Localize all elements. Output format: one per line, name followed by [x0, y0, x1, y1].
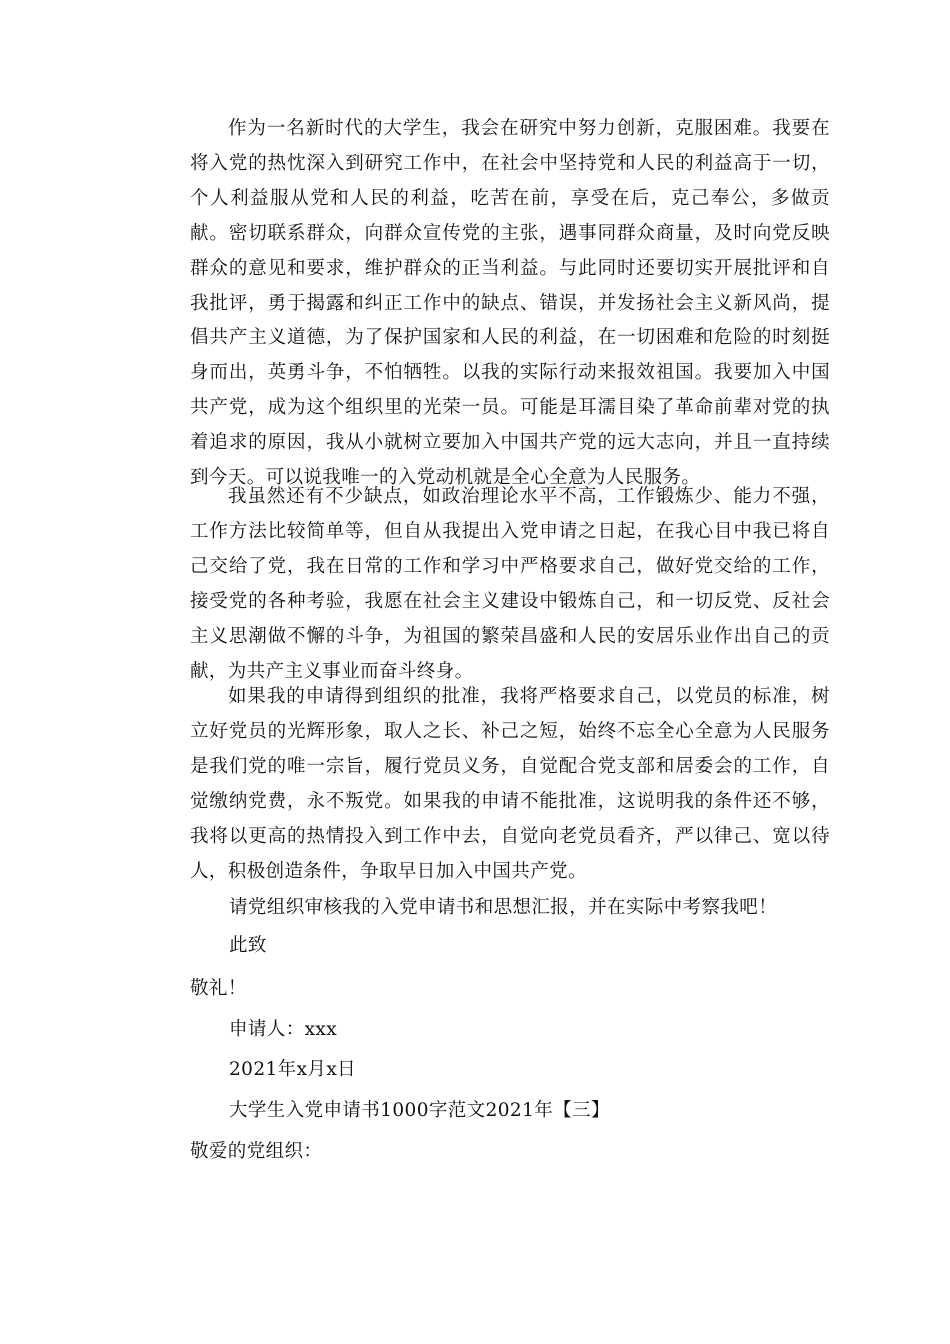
next-section-title: 大学生入党申请书1000字范文2021年【三】	[229, 1100, 610, 1121]
date-line: 2021年x月x日	[229, 1059, 357, 1080]
body-paragraph-2: 我虽然还有不少缺点，如政治理论水平不高，工作锻炼少、能力不强，工作方法比较简单等，但自从我提出入党申请之日起，在我心目中我已将自己交给了党，我在日常的工作和学习中严格要求自己，做好党交给的工作，接受党的各种考验，我愿在社会主义建设中锻炼自己，和一切反党、反社会主义思潮做不懈的斗争，为祖国的繁荣昌盛和人民的安居乐业作出自己的贡献，为共产主义事业而奋斗终身。	[190, 486, 830, 682]
applicant-line: 申请人：xxx	[229, 1019, 338, 1040]
body-paragraph-1: 作为一名新时代的大学生，我会在研究中努力创新，克服困难。我要在将入党的热忱深入到研究工作中，在社会中坚持党和人民的利益高于一切，个人利益服从党和人民的利益，吃苦在前，享受在后，克己奉公，多做贡献。密切联系群众，向群众宣传党的主张，遇事同群众商量，及时向党反映群众的意见和要求，维护群众的正当利益。与此同时还要切实开展批评和自我批评，勇于揭露和纠正工作中的缺点、错误，并发扬社会主义新风尚，提倡共产主义道德，为了保护国家和人民的利益，在一切困难和危险的时刻挺身而出，英勇斗争，不怕牺牲。以我的实际行动来报效祖国。我要加入中国共产党，成为这个组织里的光荣一员。可能是耳濡目染了革命前辈对党的执着追求的原因，我从小就树立要加入中国共产党的远大志向，并且一直持续到今天。可以说我唯一的入党动机就是全心全意为人民服务。	[190, 118, 830, 489]
closing-salute: 敬礼！	[190, 978, 247, 999]
next-salutation: 敬爱的党组织：	[190, 1141, 323, 1162]
body-paragraph-3: 如果我的申请得到组织的批准，我将严格要求自己，以党员的标准，树立好党员的光辉形象，取人之长、补己之短，始终不忘全心全意为人民服务是我们党的唯一宗旨，履行党员义务，自觉配合党支部和居委会的工作，自觉缴纳党费，永不叛党。如果我的申请不能批准，这说明我的条件还不够，我将以更高的热情投入到工作中去，自觉向老党员看齐，严以律己、宽以待人，积极创造条件，争取早日加入中国共产党。	[190, 686, 830, 882]
closing-greeting: 此致	[229, 935, 267, 956]
request-line: 请党组织审核我的入党申请书和思想汇报，并在实际中考察我吧！	[229, 897, 778, 918]
